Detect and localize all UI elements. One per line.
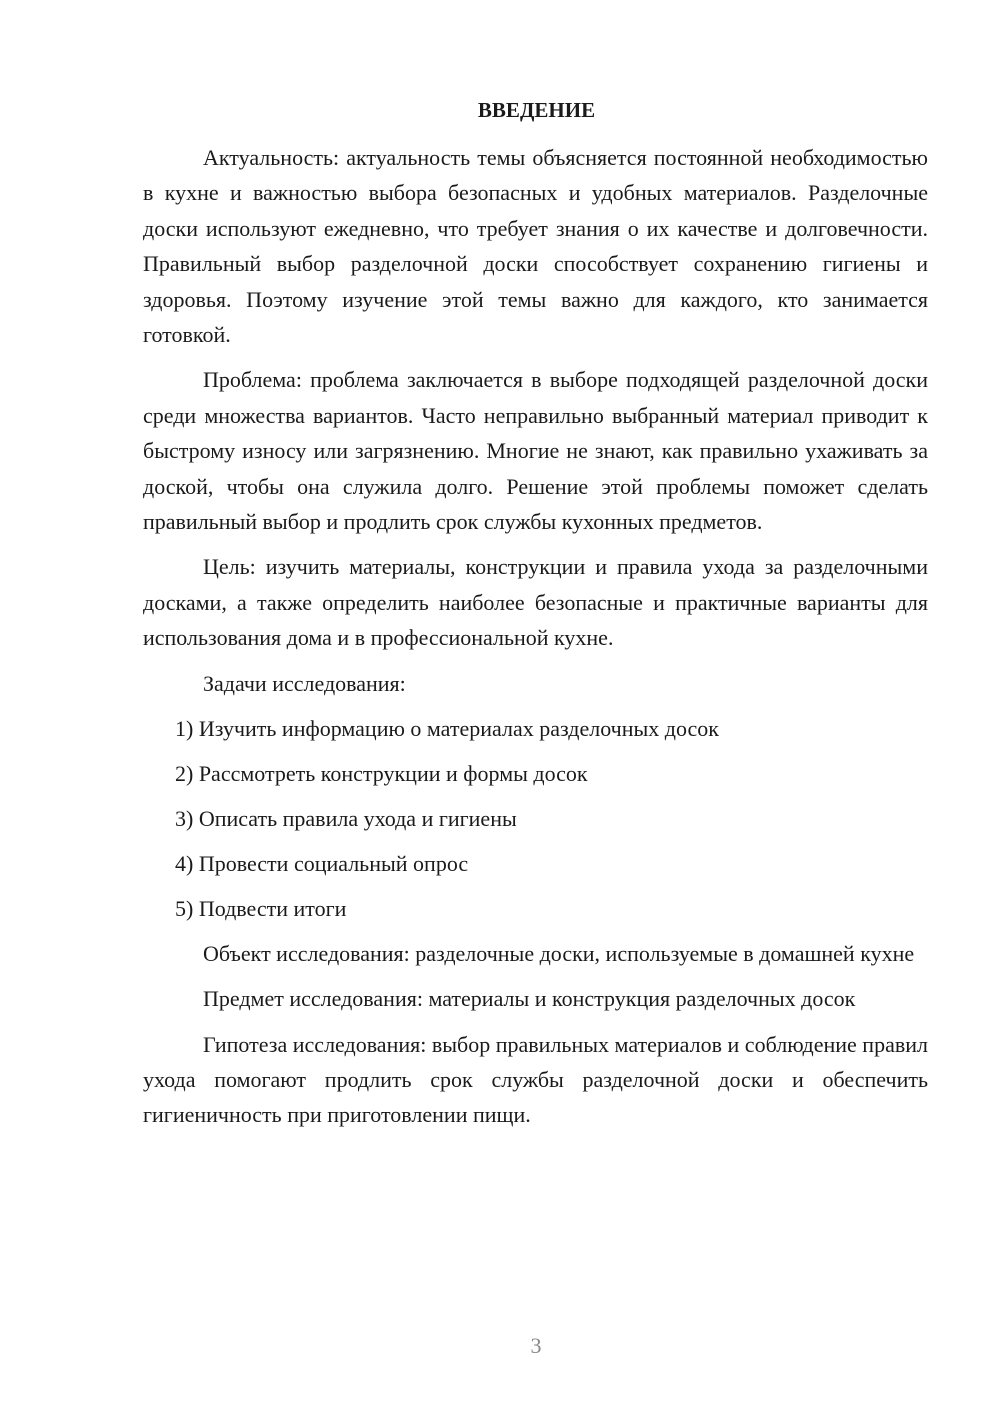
page-title: ВВЕДЕНИЕ — [477, 98, 596, 122]
problem-paragraph: Проблема: проблема заключается в выборе подходящей разделочной доски среди множества вариантов. Часто неправильно выбранный материал приводит к быстрому износу или загрязнению. Многие не знают, как правильно ухаживать за доской, чтобы она служила долго. Решение этой проблемы поможет сделать правильный выбор и продлить срок службы кухонных предметов. — [143, 367, 928, 535]
subject-paragraph: Предмет исследования: материалы и конструкция разделочных досок — [203, 986, 856, 1012]
list-item: 3) Описать правила ухода и гигиены — [175, 805, 517, 831]
list-item: 2) Рассмотреть конструкции и формы досок — [175, 760, 588, 786]
tasks-list — [143, 711, 928, 926]
page-number: 3 — [530, 1333, 542, 1358]
hypothesis-paragraph: Гипотеза исследования: выбор правильных материалов и соблюдение правил ухода помогают продлить срок службы разделочной доски и обеспечить гигиеничность при приготовлении пищи. — [143, 1031, 928, 1128]
object-paragraph: Объект исследования: разделочные доски, используемые в домашней кухне — [203, 940, 915, 966]
page-content — [143, 92, 928, 1143]
goal-paragraph: Цель: изучить материалы, конструкции и правила ухода за разделочными досками, а также определить наиболее безопасные и практичные варианты для использования дома и в профессиональной кухне. — [143, 554, 928, 651]
list-item: 4) Провести социальный опрос — [175, 850, 469, 876]
list-item: 5) Подвести итоги — [175, 895, 347, 921]
list-item: 1) Изучить информацию о материалах разделочных досок — [175, 715, 719, 741]
relevance-paragraph: Актуальность: актуальность темы объясняется постоянной необходимостью в кухне и важностью выбора безопасных и удобных материалов. Разделочные доски используют ежедневно, что требует знания о их качестве и долговечности. Правильный выбор разделочной доски способствует сохранению гигиены и здоровья. Поэтому изучение этой темы важно для каждого, кто занимается готовкой. — [143, 145, 928, 348]
tasks-heading: Задачи исследования: — [203, 670, 406, 696]
